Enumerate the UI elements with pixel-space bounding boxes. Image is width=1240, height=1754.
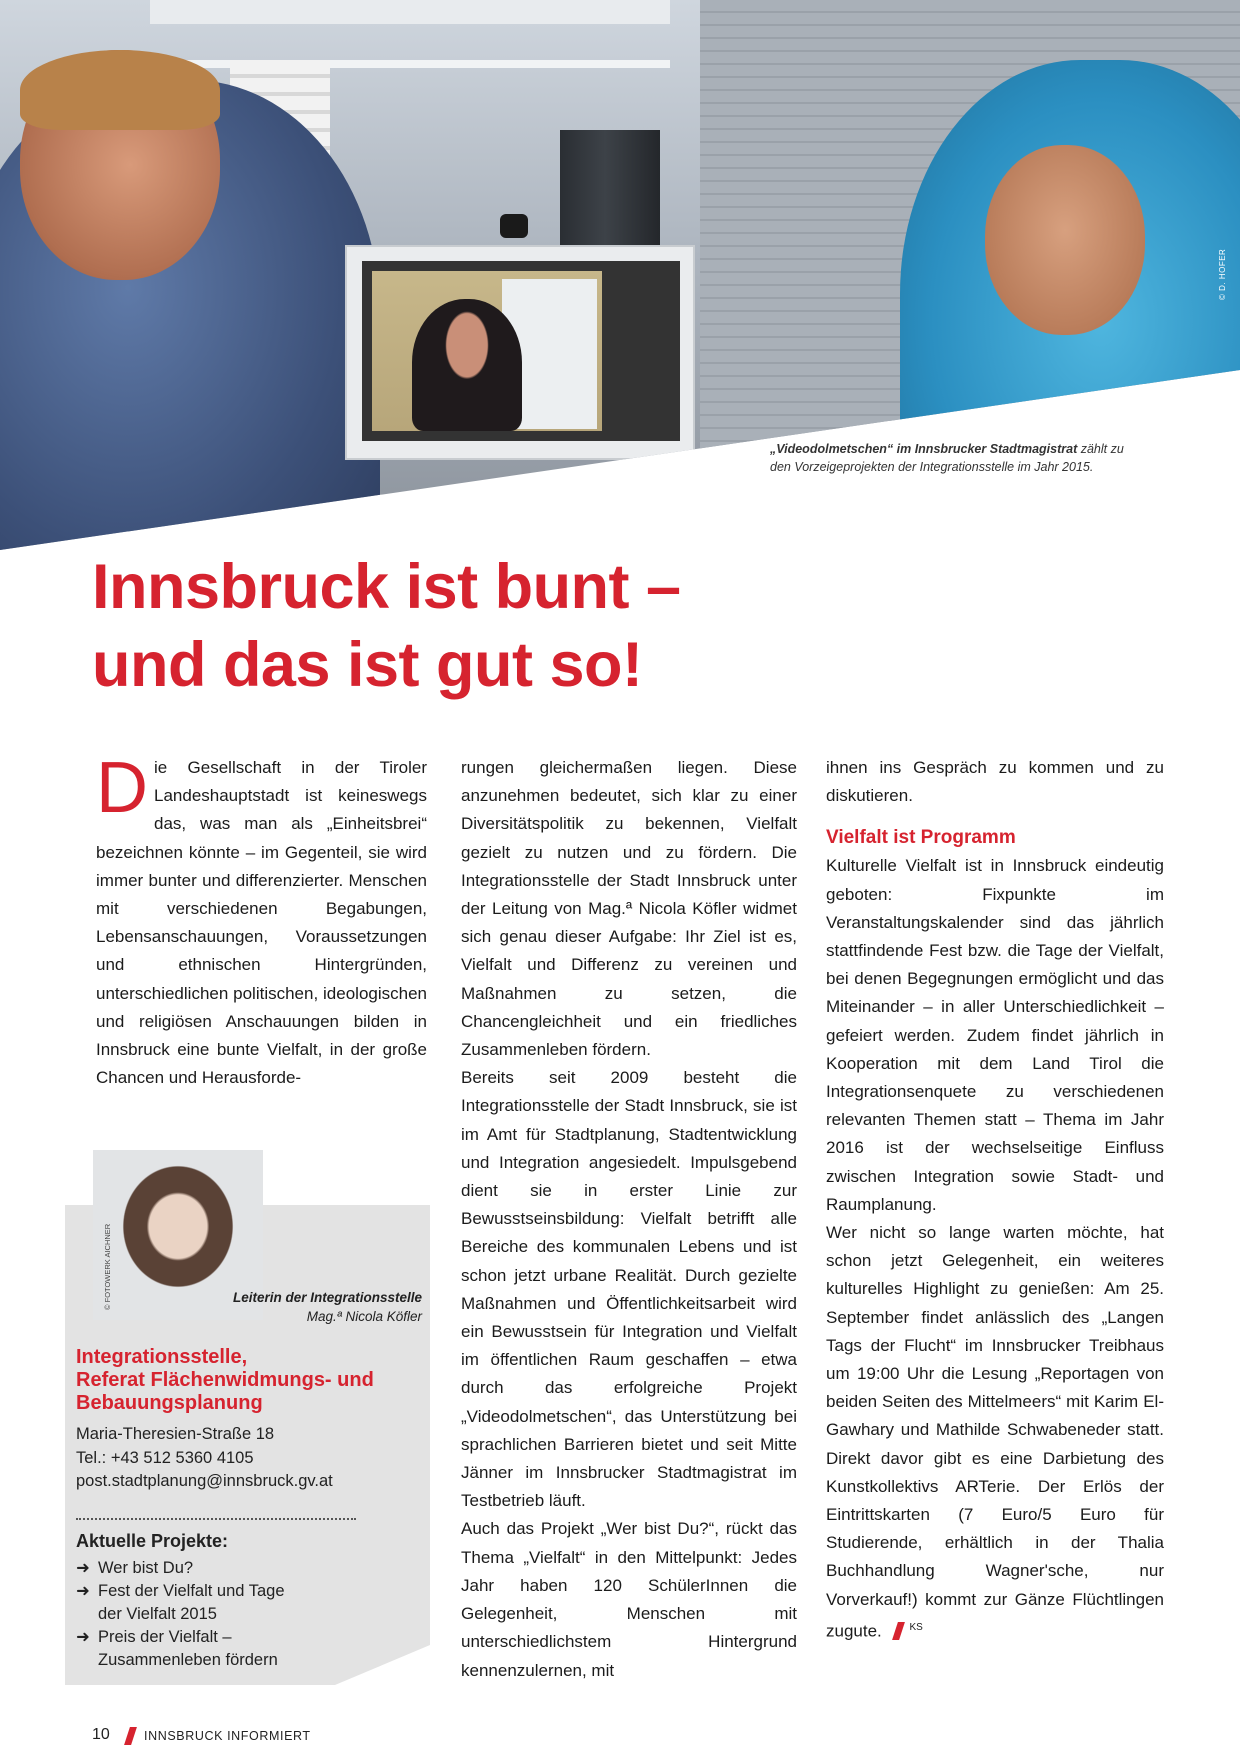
intro-text: ie Gesellschaft in der Tiroler Landeshauptstadt ist keineswegs das, was man als „Einheitsbrei“ bezeichnen könnte – im Gegenteil, sie wird immer bunter und differenzierter. Menschen mit verschiedenen Begabungen, Lebensanschauungen, Voraussetzungen und ethnischen Hintergründen, unterschiedlichen politischen, ideologischen und religiösen Anschauungen bilden in Innsbruck eine bunte Vielfalt, in der große Chancen und Herausforde- — [96, 758, 427, 1088]
arrow-icon: ➜ — [76, 1628, 90, 1646]
info-box-title — [76, 1346, 416, 1415]
man-hair — [20, 50, 220, 130]
hero-caption-line2: den Vorzeigeprojekten der Integrationsstelle im Jahr 2015. — [770, 460, 1094, 474]
info-title-line-1: Integrationsstelle, — [76, 1346, 248, 1368]
projects-list — [76, 1557, 396, 1672]
shelf — [150, 0, 670, 24]
info-title-line-2: Referat Flächenwidmungs- und — [76, 1369, 374, 1391]
project-label: Fest der Vielfalt und Tage — [98, 1582, 285, 1600]
hero-caption — [770, 440, 1170, 476]
intro-paragraph — [96, 748, 427, 1092]
portrait-name: Mag.ª Nicola Köfler — [306, 1309, 422, 1324]
title-line-1: Innsbruck ist bunt – — [92, 552, 681, 622]
hero-caption-bold: „Videodolmetschen“ im Innsbrucker Stadtmagistrat — [770, 442, 1078, 456]
arrow-icon: ➜ — [76, 1582, 90, 1600]
drop-cap: D — [96, 748, 148, 828]
list-item — [76, 1626, 396, 1672]
dotted-divider — [76, 1518, 356, 1520]
page-number: 10 — [92, 1726, 110, 1743]
page-title — [92, 548, 1142, 704]
publication-name: INNSBRUCK INFORMIERT — [144, 1729, 311, 1743]
project-label-line-2: Zusammenleben fördern — [98, 1651, 278, 1669]
end-mark-icon — [892, 1622, 905, 1640]
hero-caption-rest: zählt zu — [1077, 442, 1124, 456]
arrow-icon: ➜ — [76, 1559, 90, 1577]
woman-face — [985, 145, 1145, 335]
projects-heading: Aktuelle Projekte: — [76, 1531, 229, 1551]
project-label-line-2: der Vielfalt 2015 — [98, 1605, 217, 1623]
computer-monitor — [345, 245, 695, 460]
portrait-photo-credit: © FOTOWERK AICHNER — [103, 1223, 112, 1310]
contact-details — [76, 1423, 406, 1494]
email-link[interactable]: post.stadtplanung@innsbruck.gv.at — [76, 1472, 333, 1490]
shelf-edge — [150, 60, 670, 68]
section-heading: Vielfalt ist Programm — [826, 827, 1016, 849]
article-column-3 — [826, 754, 1164, 1646]
closing-text: Wer nicht so lange warten möchte, hat schon jetzt Gelegenheit, ein weiteres kulturelles Highlight zu genießen: Am 25. September findet anlässlich des „Langen Tags der Flucht“ im Innsbrucker Treibhaus um 19:00 Uhr die Lesung „Reportagen von beiden Seiten des Mittelmeers“ mit Karim El-Gawhary und Mathilde Schwabeneder statt. Direkt davor gibt es eine Darbietung des Kunstkollektivs ARTerie. Der Erlös der Eintrittskarten (7 Euro/5 Euro für Studierende, erhältlich in der Thalia Buchhandlung Wagner'sche, nur Vorverkauf!) kommt zur Gänze Flüchtlingen zugute. — [826, 1223, 1164, 1641]
project-label: Preis der Vielfalt – — [98, 1628, 232, 1646]
portrait-role: Leiterin der Integrationsstelle — [232, 1290, 422, 1305]
monitor-screen — [362, 261, 680, 441]
article-column-1 — [96, 748, 427, 1092]
paragraph: Bereits seit 2009 besteht die Integrationsstelle der Stadt Innsbruck, sie ist im Amt für Stadtplanung, Stadtentwicklung und Integration angesiedelt. Impulsgebend dient sie in erster Linie zur Bewusstseinsbildung: Vielfalt betrifft alle Bereiche des kommunalen Lebens und ist schon jetzt urbane Realität. Durch gezielte Maßnahmen und Öffentlichkeitsarbeit wird ein Bewusstsein für Integration und Vielfalt im öffentlichen Raum geschaffen – etwa durch das erfolgreiche Projekt „Videodolmetschen“, das Unterstützung bei sprachlichen Barrieren bietet und seit Mitte Jänner im Innsbrucker Stadtmagistrat im Testbetrieb läuft. — [461, 1068, 797, 1511]
man-figure — [0, 80, 380, 550]
woman-figure — [900, 60, 1240, 550]
project-label: Wer bist Du? — [98, 1559, 194, 1577]
interpreter-figure — [412, 299, 522, 431]
address: Maria-Theresien-Straße 18 — [76, 1425, 275, 1443]
video-call-window — [372, 271, 602, 431]
paragraph: Kulturelle Vielfalt ist in Innsbruck eindeutig geboten: Fixpunkte im Veranstaltungskalender sind das jährlich stattfindende Fest bzw. die Tage der Vielfalt, bei denen Begegnungen ermöglicht und das Miteinander – in aller Unterschiedlichkeit – gefeiert werden. Zudem findet jährlich in Kooperation mit dem Land Tirol die Integrationsenquete zu verschiedenen relevanten Themen statt – Thema im Jahr 2016 ist der wechselseitige Einfluss zwischen Integration sowie Stadt- und Raumplanung. — [826, 856, 1164, 1214]
info-title-line-3: Bebauungsplanung — [76, 1392, 263, 1414]
article-column-2 — [461, 754, 797, 1685]
webcam — [500, 214, 528, 238]
paragraph: ihnen ins Gespräch zu kommen und zu diskutieren. — [826, 758, 1164, 806]
paragraph: Auch das Projekt „Wer bist Du?“, rückt das Thema „Vielfalt“ in den Mittelpunkt: Jedes Jahr haben 120 SchülerInnen die Gelegenheit, Menschen mit unterschiedlichstem Hintergrund kennenzulernen, mit — [461, 1519, 797, 1680]
list-item — [76, 1580, 396, 1626]
portrait-caption — [150, 1288, 422, 1326]
author-initials: KS — [909, 1621, 923, 1633]
list-item — [76, 1557, 396, 1580]
footer-slash-icon — [124, 1727, 137, 1745]
title-line-2: und das ist gut so! — [92, 630, 643, 700]
paragraph — [826, 1219, 1164, 1646]
paragraph: rungen gleichermaßen liegen. Diese anzunehmen bedeutet, sich klar zu einer Diversitätspolitik zu bekennen, Vielfalt gezielt zu nutzen und zu fördern. Die Integrationsstelle der Stadt Innsbruck unter der Leitung von Mag.ª Nicola Köfler widmet sich genau dieser Aufgabe: Ihr Ziel ist es, Vielfalt und Differenz zu vereinen und Maßnahmen zu setzen, die Chancengleichheit und ein friedliches Zusammenleben fördern. — [461, 758, 797, 1060]
hero-photo-credit: © D. HOFER — [1218, 248, 1227, 300]
phone: Tel.: +43 512 5360 4105 — [76, 1448, 254, 1467]
